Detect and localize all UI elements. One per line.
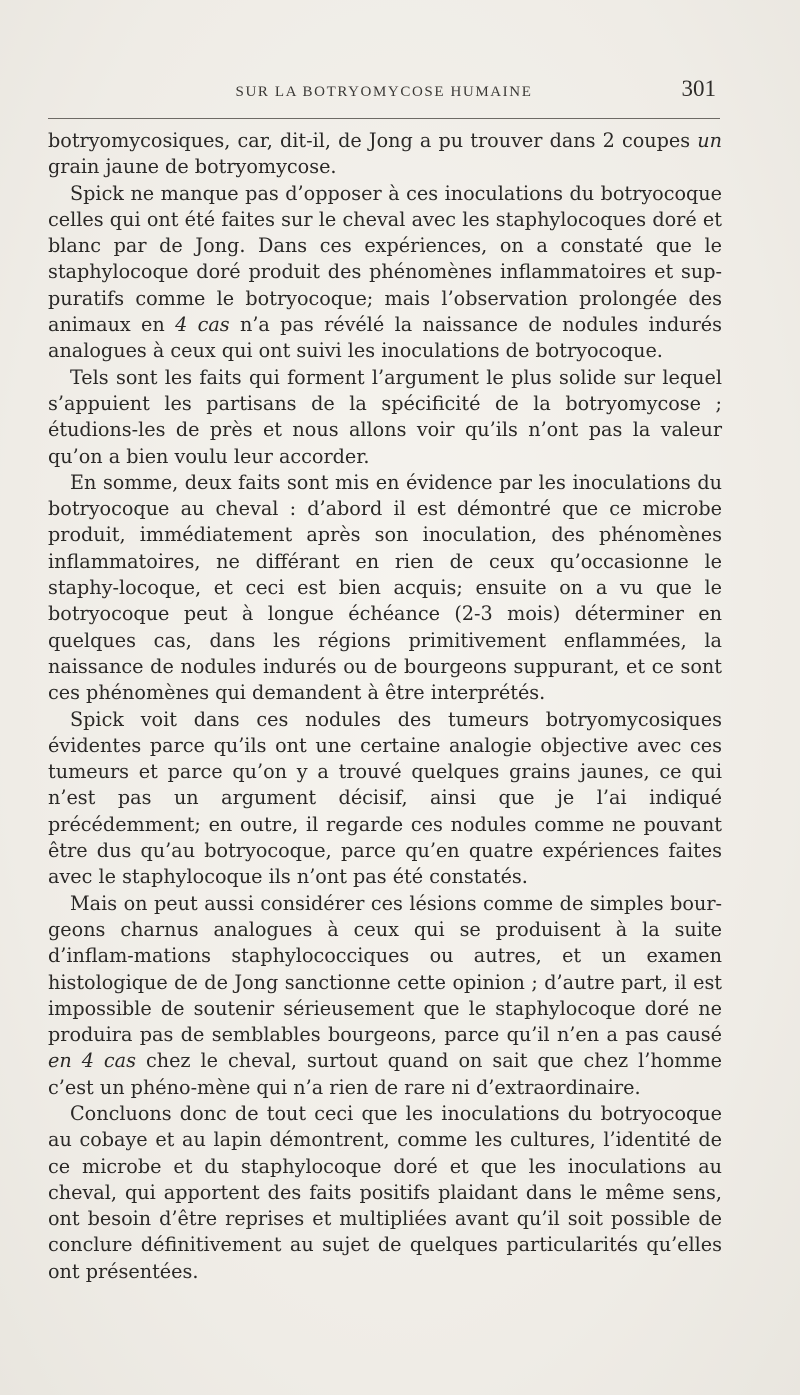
paragraph-2-segment-1: Spick ne manque pas d’opposer à ces inoculations du botryocoque celles qui ont été faites sur le cheval avec les staphylocoques doré et blanc par de Jong. Dans ces expériences, on a constaté que le staphylocoque doré produit des phénomènes inflammatoires et sup- puratifs comme le botryocoque; mais l’observation prolongée des animaux en (48, 181, 722, 337)
paragraph-1-segment-1: botryomycosiques, car, dit-il, de Jong a pu trouver dans 2 coupes (48, 129, 698, 152)
paragraph-4-text: En somme, deux faits sont mis en évidence par les inoculations du botryocoque au cheval : d’abord il est démontré que ce microbe produit, immédiatement après son inoculation, des phénomènes inflammatoires, ne différant en rien de ceux qu’occasionne le staphy-locoque, et ceci est bien acquis; ensuite on a vu que le botryocoque peut à longue échéance (2-3 mois) déterminer en quelques cas, dans les régions primitivement enflammées, la naissance de nodules indurés ou de bourgeons suppurant, et ce sont ces phénomènes qui demandent à être interprétés. (48, 470, 722, 705)
paragraph-2-italic: 4 cas (175, 313, 230, 337)
paragraph-6-segment-3: chez le cheval, surtout quand on sait que chez l’homme c’est un phéno-mène qui n’a rien de rare ni d’extraordinaire. (48, 1049, 722, 1099)
paragraph-2 (48, 181, 722, 365)
header-rule (48, 118, 720, 119)
paragraph-3 (48, 365, 722, 470)
paragraph-7-text: Concluons donc de tout ceci que les inoculations du botryocoque au cobaye et au lapin démontrent, comme les cultures, l’identité de ce microbe et du staphylocoque doré et que les inoculations au cheval, qui apportent des faits positifs plaidant dans le même sens, ont besoin d’être reprises et multipliées avant qu’il soit possible de conclure définitivement au sujet de quelques particularités qu’elles ont présentées. (48, 1101, 722, 1283)
paragraph-2-segment-3: n’a pas révélé la naissance de nodules indurés analogues à ceux qui ont suivi les inoculations de botryocoque. (48, 313, 722, 363)
paragraph-6-italic: en 4 cas (48, 1049, 136, 1073)
page-number: 301 (681, 76, 716, 101)
paragraph-6-segment-1: Mais on peut aussi considérer ces lésions comme de simples bour-geons charnus analogues à ceux qui se produisent à la suite d’inflam-mations staphylococciques ou autres, et un examen histologique de de Jong sanctionne cette opinion ; d’autre part, il est impossible de soutenir sérieusement que le staphylocoque doré ne produira pas de semblables bourgeons, parce qu’il n’en a pas causé (48, 891, 722, 1047)
paragraph-3-text: Tels sont les faits qui forment l’argument le plus solide sur lequel s’appuient les partisans de la spécificité de la botryomycose ; étudions-les de près et nous allons voir qu’ils n’ont pas la valeur qu’on a bien voulu leur accorder. (48, 365, 722, 468)
body-text (48, 128, 722, 1285)
page-header (48, 74, 720, 114)
paragraph-1 (48, 128, 722, 181)
running-title: SUR LA BOTRYOMYCOSE HUMAINE (235, 84, 533, 100)
paragraph-7 (48, 1101, 722, 1285)
paragraph-6 (48, 891, 722, 1101)
paragraph-5 (48, 707, 722, 891)
paragraph-1-segment-3: grain jaune de botryomycose. (48, 155, 337, 179)
paragraph-4 (48, 470, 722, 707)
paragraph-1-italic: un (697, 129, 722, 152)
paragraph-5-text: Spick voit dans ces nodules des tumeurs botryomycosiques évidentes parce qu’ils ont une certaine analogie objective avec ces tumeurs et parce qu’on y a trouvé quelques grains jaunes, ce qui n’est pas un argument décisif, ainsi que je l’ai indiqué précédemment; en outre, il regarde ces nodules comme ne pouvant être dus qu’au botryocoque, parce qu’en quatre expériences faites avec le staphylocoque ils n’ont pas été constatés. (48, 707, 722, 889)
